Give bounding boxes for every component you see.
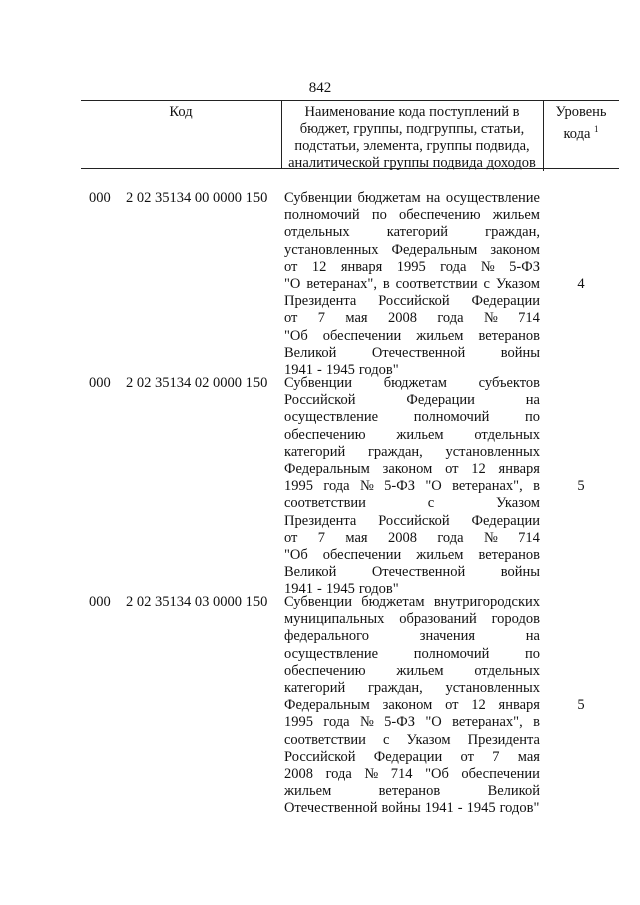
income-name-line: Президента Российской Федерации [284, 512, 540, 529]
income-name-line: Федеральным законом от 12 января [284, 697, 540, 714]
income-name-line: "О ветеранах", в соответствии с Указом [284, 276, 540, 293]
income-name-line: обеспечению жильем отдельных [284, 662, 540, 679]
income-name-line: отдельных категорий граждан, [284, 224, 540, 241]
header-level-word: кода [563, 125, 591, 142]
header-level-line2 [543, 121, 619, 143]
income-name-line: от 12 января 1995 года № 5-ФЗ [284, 258, 540, 275]
header-code [81, 101, 282, 168]
income-name-line: "Об обеспечении жильем ветеранов [284, 547, 540, 564]
table-header [81, 100, 619, 169]
income-name-line: соответствии с Указом [284, 495, 540, 512]
income-name-line: 2008 года № 714 "Об обеспечении [284, 766, 540, 783]
table-row [81, 375, 619, 598]
code-level: 4 [577, 276, 585, 292]
admin-code: 000 [89, 375, 111, 391]
code-level: 5 [577, 478, 585, 494]
income-name-line: осуществление полномочий по [284, 645, 540, 662]
header-level [543, 101, 619, 171]
income-name-line: осуществление полномочий по [284, 409, 540, 426]
header-code-label: Код [169, 104, 193, 120]
income-name-line: 1941 - 1945 годов" [284, 362, 399, 379]
income-code: 2 02 35134 00 0000 150 [126, 190, 268, 206]
income-name-line: Великой Отечественной войны [284, 564, 540, 581]
income-code: 2 02 35134 03 0000 150 [126, 594, 268, 610]
income-name-line: обеспечению жильем отдельных [284, 426, 540, 443]
income-name-line: 1995 года № 5-ФЗ "О ветеранах", в [284, 714, 540, 731]
income-name-line: категорий граждан, установленных [284, 443, 540, 460]
income-name-line: Субвенции бюджетам на осуществление [284, 190, 540, 206]
income-name-line: установленных Федеральным законом [284, 241, 540, 258]
income-name-line: Российской Федерации от 7 мая [284, 748, 540, 765]
admin-code: 000 [89, 190, 111, 206]
income-name-line: муниципальных образований городов [284, 611, 540, 628]
income-name-line: жильем ветеранов Великой [284, 783, 540, 800]
income-code: 2 02 35134 02 0000 150 [126, 375, 268, 391]
income-name [284, 375, 540, 599]
income-name-line: Отечественной войны 1941 - 1945 годов" [284, 800, 540, 817]
income-name-line: категорий граждан, установленных [284, 680, 540, 697]
income-name [284, 190, 540, 379]
income-name-line: 1995 года № 5-ФЗ "О ветеранах", в [284, 478, 540, 495]
code-level: 5 [577, 697, 585, 713]
header-name [281, 101, 544, 171]
income-name-line: от 7 мая 2008 года № 714 [284, 529, 540, 546]
income-name-line: Великой Отечественной войны [284, 344, 540, 361]
income-name-line: 1941 - 1945 годов" [284, 581, 399, 598]
page-number: 842 [308, 80, 332, 96]
header-name-line: бюджет, группы, подгруппы, статьи, [299, 121, 525, 137]
table-row [81, 190, 619, 380]
income-name-line: полномочий по обеспечению жильем [284, 207, 540, 224]
table-row [81, 594, 619, 817]
income-name-line: от 7 мая 2008 года № 714 [284, 310, 540, 327]
income-name-line: федерального значения на [284, 628, 540, 645]
header-name-line: Наименование кода поступлений в [304, 104, 520, 120]
income-name-line: Субвенции бюджетам внутригородских [284, 594, 540, 610]
income-name-line: Российской Федерации на [284, 392, 540, 409]
header-level-footnote: 1 [594, 124, 599, 134]
header-level-line1: Уровень [555, 104, 607, 120]
income-name-line: "Об обеспечении жильем ветеранов [284, 327, 540, 344]
income-name-line: соответствии с Указом Президента [284, 731, 540, 748]
income-name-line: Федеральным законом от 12 января [284, 461, 540, 478]
income-name [284, 594, 540, 818]
income-name-line: Президента Российской Федерации [284, 293, 540, 310]
header-name-line: аналитической группы подвида доходов [288, 155, 536, 171]
admin-code: 000 [89, 594, 111, 610]
header-name-line: подстатьи, элемента, группы подвида, [294, 138, 530, 154]
income-name-line: Субвенции бюджетам субъектов [284, 375, 540, 391]
